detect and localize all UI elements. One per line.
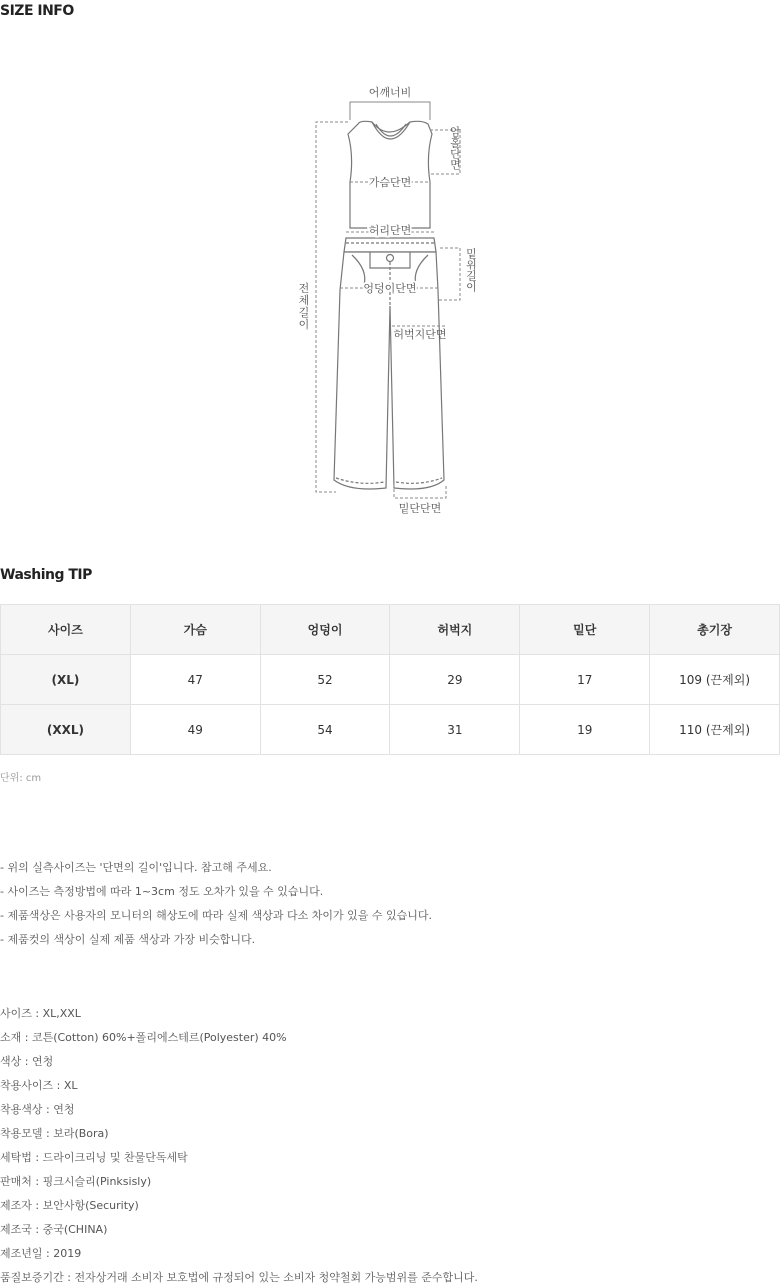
table-cell: 54 [260, 705, 390, 755]
table-cell: 31 [390, 705, 520, 755]
table-cell: 47 [130, 655, 260, 705]
note-line: - 사이즈는 측정방법에 따라 1~3cm 정도 오차가 있을 수 있습니다. [0, 885, 324, 898]
note-line: - 제품컷의 색상이 실제 제품 색상과 가장 비슷합니다. [0, 933, 256, 946]
table-row [1, 705, 780, 755]
svg-text:체: 체 [298, 294, 310, 307]
table-cell: 110 (끈제외) [650, 705, 780, 755]
spec-line: 착용색상 : 연청 [0, 1103, 75, 1116]
total-length-label [299, 281, 310, 331]
chest-label: 가슴단면 [368, 176, 412, 189]
spec-line: 사이즈 : XL,XXL [0, 1007, 81, 1020]
header-cell: 사이즈 [1, 605, 131, 655]
table-row [1, 655, 780, 705]
header-cell: 허벅지 [390, 605, 520, 655]
measurement-notes [0, 856, 432, 952]
svg-text:이: 이 [298, 318, 310, 331]
rise-label: 밑위길이 [464, 248, 478, 292]
unit-note: 단위: cm [0, 773, 42, 784]
size-info-title: SIZE INFO [0, 3, 74, 19]
table-cell: 19 [520, 705, 650, 755]
header-cell: 총기장 [650, 605, 780, 655]
size-cell: (XXL) [1, 705, 131, 755]
product-specs [0, 1002, 478, 1287]
spec-line: 착용모델 : 보라(Bora) [0, 1127, 109, 1140]
waist-label: 허리단면 [368, 224, 412, 237]
spec-line: 품질보증기간 : 전자상거래 소비자 보호법에 규정되어 있는 소비자 청약철회 가능범위를 준수합니다. [0, 1271, 478, 1284]
spec-line: 세탁법 : 드라이크리닝 및 찬물단독세탁 [0, 1151, 188, 1164]
size-table [0, 604, 780, 755]
header-cell: 엉덩이 [260, 605, 390, 655]
spec-line: 제조년일 : 2019 [0, 1247, 82, 1260]
hem-label: 밑단단면 [398, 502, 442, 515]
table-cell: 52 [260, 655, 390, 705]
armhole-label: 암홀단면 [448, 126, 462, 170]
header-cell: 밑단 [520, 605, 650, 655]
table-cell: 17 [520, 655, 650, 705]
header-cell: 가슴 [130, 605, 260, 655]
hip-label: 엉덩이단면 [363, 282, 417, 295]
spec-line: 제조자 : 보안사항(Security) [0, 1199, 139, 1212]
spec-line: 제조국 : 중국(CHINA) [0, 1223, 108, 1236]
size-cell: (XL) [1, 655, 131, 705]
table-cell: 29 [390, 655, 520, 705]
shoulder-width-label: 어깨너비 [368, 86, 412, 99]
note-line: - 위의 실측사이즈는 '단면의 길이'입니다. 참고해 주세요. [0, 861, 272, 874]
table-cell: 49 [130, 705, 260, 755]
spec-line: 색상 : 연청 [0, 1055, 54, 1068]
note-line: - 제품색상은 사용자의 모니터의 해상도에 따라 실제 색상과 다소 차이가 있을 수 있습니다. [0, 909, 432, 922]
thigh-label: 허벅지단면 [393, 328, 447, 341]
garment-measurement-diagram [280, 80, 500, 520]
table-header-row [1, 605, 780, 655]
washing-tip-title: Washing TIP [0, 567, 92, 583]
svg-text:길: 길 [298, 306, 310, 319]
table-cell: 109 (끈제외) [650, 655, 780, 705]
svg-text:전: 전 [298, 282, 310, 295]
spec-line: 판매처 : 핑크시슬리(Pinksisly) [0, 1175, 152, 1188]
spec-line: 소재 : 코튼(Cotton) 60%+폴리에스테르(Polyester) 40% [0, 1031, 287, 1044]
spec-line: 착용사이즈 : XL [0, 1079, 78, 1092]
